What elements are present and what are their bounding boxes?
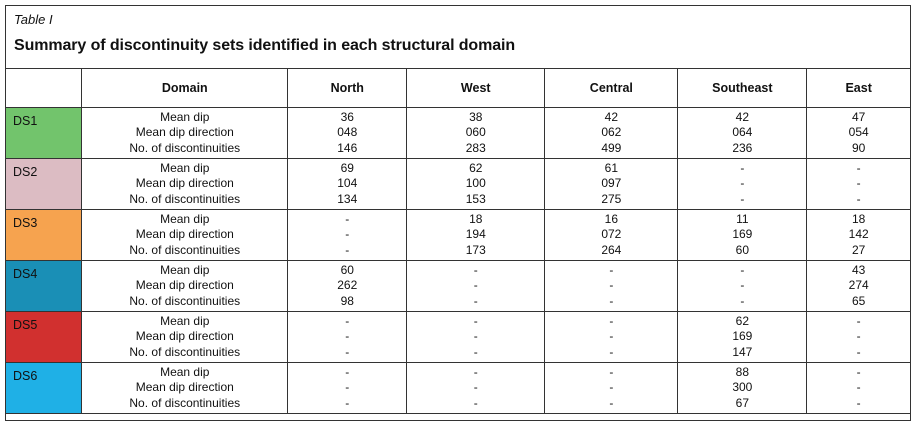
parameter-label: Mean dip direction	[135, 125, 234, 140]
value: 283	[465, 140, 486, 155]
value-cell-southeast	[678, 159, 807, 210]
value: -	[609, 278, 614, 293]
value-cell-north	[288, 363, 407, 414]
value: -	[856, 380, 861, 395]
value: -	[856, 313, 861, 328]
value: 42	[604, 109, 619, 124]
value-cell-southeast	[678, 210, 807, 261]
table-caption: Table I	[14, 12, 53, 27]
parameter-label: Mean dip	[160, 109, 210, 124]
value-cell-east	[807, 363, 911, 414]
table-title: Summary of discontinuity sets identified in each structural domain	[14, 37, 516, 54]
value: 88	[735, 364, 750, 379]
value-cell-east	[807, 210, 911, 261]
value: 61	[604, 160, 619, 175]
value-cell-central	[545, 159, 678, 210]
value: -	[473, 380, 478, 395]
header-east: East	[807, 69, 911, 108]
value: 147	[732, 344, 753, 359]
value-cell-west	[407, 261, 545, 312]
parameter-label: No. of discontinuities	[129, 344, 241, 359]
parameter-label: Mean dip direction	[135, 176, 234, 191]
value-cell-central	[545, 108, 678, 159]
value: 236	[732, 140, 753, 155]
value: -	[856, 191, 861, 206]
parameter-labels	[82, 210, 288, 261]
discontinuity-table	[5, 68, 911, 414]
value: 90	[851, 140, 866, 155]
value: -	[473, 329, 478, 344]
set-label-ds2: DS2	[6, 159, 82, 210]
value-cell-east	[807, 261, 911, 312]
table-row	[6, 261, 911, 312]
parameter-label: Mean dip	[160, 211, 210, 226]
value: 262	[337, 278, 358, 293]
value-cell-west	[407, 159, 545, 210]
value: 100	[465, 176, 486, 191]
value: 097	[601, 176, 622, 191]
value: 47	[851, 109, 866, 124]
parameter-labels	[82, 312, 288, 363]
value: 60	[735, 242, 750, 257]
value-cell-southeast	[678, 261, 807, 312]
value: 300	[732, 380, 753, 395]
value: -	[609, 364, 614, 379]
value-cell-north	[288, 312, 407, 363]
set-label-ds3: DS3	[6, 210, 82, 261]
parameter-label: Mean dip direction	[135, 227, 234, 242]
value: 43	[851, 262, 866, 277]
value: 054	[848, 125, 869, 140]
parameter-label: No. of discontinuities	[129, 242, 241, 257]
parameter-label: Mean dip	[160, 262, 210, 277]
value: -	[473, 278, 478, 293]
value: -	[740, 176, 745, 191]
value: 38	[469, 109, 483, 124]
table-frame	[5, 5, 911, 421]
value: -	[609, 293, 614, 308]
value: 274	[848, 278, 869, 293]
parameter-label: No. of discontinuities	[129, 191, 241, 206]
value: 69	[340, 160, 354, 175]
set-label-ds5: DS5	[6, 312, 82, 363]
value: -	[473, 313, 478, 328]
table-row	[6, 210, 911, 261]
value: 42	[735, 109, 750, 124]
value: 18	[469, 211, 483, 226]
value-cell-north	[288, 108, 407, 159]
parameter-label: Mean dip direction	[135, 329, 234, 344]
set-label-ds4: DS4	[6, 261, 82, 312]
value: 62	[469, 160, 483, 175]
value: -	[856, 364, 861, 379]
value: 67	[735, 395, 750, 410]
value: 146	[337, 140, 358, 155]
table-row	[6, 312, 911, 363]
set-label-ds6: DS6	[6, 363, 82, 414]
value: 16	[604, 211, 619, 226]
value: 072	[601, 227, 622, 242]
value-cell-southeast	[678, 108, 807, 159]
value-cell-central	[545, 210, 678, 261]
value: -	[740, 293, 745, 308]
value: -	[345, 344, 350, 359]
parameter-label: Mean dip	[160, 160, 210, 175]
value: -	[473, 364, 478, 379]
value: -	[609, 329, 614, 344]
value: 18	[851, 211, 866, 226]
value: 264	[601, 242, 622, 257]
table-row	[6, 363, 911, 414]
value: 65	[851, 293, 866, 308]
value: -	[609, 344, 614, 359]
value: 173	[465, 242, 486, 257]
value-cell-central	[545, 363, 678, 414]
value: -	[856, 160, 861, 175]
value-cell-east	[807, 159, 911, 210]
header-blank	[6, 69, 82, 108]
value-cell-west	[407, 108, 545, 159]
value: 275	[601, 191, 622, 206]
parameter-label: Mean dip	[160, 364, 210, 379]
value: 062	[601, 125, 622, 140]
value: 134	[337, 191, 358, 206]
value-cell-north	[288, 261, 407, 312]
header-southeast: Southeast	[678, 69, 807, 108]
value-cell-southeast	[678, 363, 807, 414]
value: 98	[340, 293, 354, 308]
value: 499	[601, 140, 622, 155]
value: -	[345, 227, 350, 242]
value: -	[856, 395, 861, 410]
parameter-label: Mean dip	[160, 313, 210, 328]
value: -	[473, 395, 478, 410]
value: 11	[736, 211, 749, 226]
value: -	[856, 329, 861, 344]
value: 060	[465, 125, 486, 140]
value-cell-west	[407, 210, 545, 261]
value: 27	[851, 242, 866, 257]
value: -	[609, 380, 614, 395]
value: -	[345, 380, 350, 395]
value: -	[740, 160, 745, 175]
value: -	[740, 262, 745, 277]
value: 36	[340, 109, 354, 124]
value-cell-central	[545, 312, 678, 363]
value: -	[345, 395, 350, 410]
value-cell-north	[288, 159, 407, 210]
value: -	[345, 329, 350, 344]
parameter-labels	[82, 261, 288, 312]
value: -	[473, 262, 478, 277]
parameter-labels	[82, 159, 288, 210]
value: 153	[465, 191, 486, 206]
table-row	[6, 159, 911, 210]
value-cell-west	[407, 363, 545, 414]
value: 142	[848, 227, 869, 242]
value-cell-central	[545, 261, 678, 312]
value: -	[740, 191, 745, 206]
value: -	[609, 313, 614, 328]
value: -	[345, 211, 350, 226]
value: 62	[735, 313, 750, 328]
header-domain: Domain	[82, 69, 288, 108]
parameter-label: No. of discontinuities	[129, 395, 241, 410]
value: -	[609, 395, 614, 410]
value-cell-southeast	[678, 312, 807, 363]
value: -	[345, 242, 350, 257]
value-cell-west	[407, 312, 545, 363]
value: -	[856, 344, 861, 359]
value: 064	[732, 125, 753, 140]
value: -	[609, 262, 614, 277]
parameter-label: No. of discontinuities	[129, 140, 241, 155]
parameter-label: Mean dip direction	[135, 278, 234, 293]
header-row	[6, 69, 911, 108]
value-cell-north	[288, 210, 407, 261]
header-north: North	[288, 69, 407, 108]
value: 194	[465, 227, 486, 242]
value: 104	[337, 176, 358, 191]
value: -	[473, 293, 478, 308]
value: -	[856, 176, 861, 191]
value: 169	[732, 227, 753, 242]
set-label-ds1: DS1	[6, 108, 82, 159]
parameter-label: Mean dip direction	[135, 380, 234, 395]
parameter-labels	[82, 363, 288, 414]
value: -	[345, 364, 350, 379]
header-west: West	[407, 69, 545, 108]
header-central: Central	[545, 69, 678, 108]
value: 048	[337, 125, 358, 140]
parameter-labels	[82, 108, 288, 159]
value: 60	[340, 262, 354, 277]
value: -	[345, 313, 350, 328]
parameter-label: No. of discontinuities	[129, 293, 241, 308]
value-cell-east	[807, 312, 911, 363]
value: -	[473, 344, 478, 359]
value-cell-east	[807, 108, 911, 159]
value: -	[740, 278, 745, 293]
table-row	[6, 108, 911, 159]
value: 169	[732, 329, 753, 344]
